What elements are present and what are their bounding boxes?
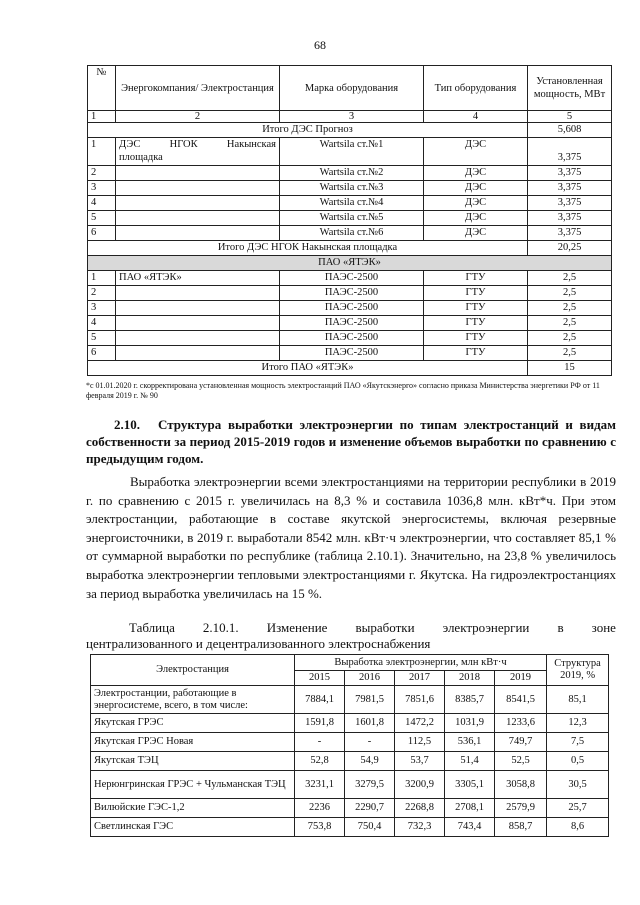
power-cell: 3,375 (528, 211, 612, 226)
row-number: 3 (88, 301, 116, 316)
company-word: площадка (119, 152, 163, 163)
value-cell: 1233,6 (495, 714, 547, 733)
type-cell: ГТУ (424, 331, 528, 346)
total-value: 5,608 (528, 123, 612, 138)
value-cell: 749,7 (495, 733, 547, 752)
row-number: 6 (88, 226, 116, 241)
power-cell: 2,5 (528, 301, 612, 316)
structure-cell: 7,5 (547, 733, 609, 752)
col-header-company: Энергокомпания/ Электростанция (116, 66, 280, 111)
value-cell: 54,9 (345, 752, 395, 771)
value-cell: 1591,8 (295, 714, 345, 733)
station-name: Светлинская ГЭС (91, 818, 295, 837)
table-row (88, 196, 612, 211)
power-cell: 2,5 (528, 316, 612, 331)
row-number: 5 (88, 331, 116, 346)
total-label: Итого ДЭС Прогноз (88, 123, 528, 138)
row-number: 5 (88, 211, 116, 226)
structure-cell: 0,5 (547, 752, 609, 771)
value-cell: 2579,9 (495, 799, 547, 818)
value-cell: 112,5 (395, 733, 445, 752)
type-cell: ДЭС (424, 226, 528, 241)
col-header-structure: Структура 2019, % (547, 655, 609, 686)
company-cell (116, 331, 280, 346)
type-cell: ГТУ (424, 286, 528, 301)
caption-word: 2.10.1. (202, 620, 239, 635)
table-row (91, 799, 609, 818)
power-cell: 2,5 (528, 346, 612, 361)
table-header-row (91, 655, 609, 671)
value-cell: 2290,7 (345, 799, 395, 818)
type-cell: ДЭС (424, 138, 528, 166)
total-label: Итого ДЭС НГОК Накынская площадка (88, 241, 528, 256)
value-cell: 51,4 (445, 752, 495, 771)
equipment-cell: Wartsila ст.№5 (280, 211, 424, 226)
caption-word: в (557, 620, 564, 635)
power-cell: 2,5 (528, 286, 612, 301)
equipment-cell: ПАЭС-2500 (280, 301, 424, 316)
power-cell: 2,5 (528, 331, 612, 346)
col-header-year: 2015 (295, 671, 345, 686)
caption-word: зоне (591, 620, 616, 635)
value-cell: 8385,7 (445, 686, 495, 714)
col-number: 1 (88, 111, 116, 123)
company-cell (116, 196, 280, 211)
structure-cell: 30,5 (547, 771, 609, 799)
total-label: Итого ПАО «ЯТЭК» (88, 361, 528, 376)
capacity-table (87, 65, 612, 376)
value-cell: 732,3 (395, 818, 445, 837)
station-name: Якутская ГРЭС Новая (91, 733, 295, 752)
value-cell: 2708,1 (445, 799, 495, 818)
col-header-year: 2016 (345, 671, 395, 686)
table-row (88, 331, 612, 346)
section-label: ПАО «ЯТЭК» (88, 256, 612, 271)
station-name: Якутская ГРЭС (91, 714, 295, 733)
col-number: 3 (280, 111, 424, 123)
company-word: Накынская (226, 139, 276, 150)
structure-cell: 8,6 (547, 818, 609, 837)
section-heading (86, 416, 616, 467)
value-cell: - (345, 733, 395, 752)
col-header-year: 2017 (395, 671, 445, 686)
capacity-table-body (88, 111, 612, 376)
value-cell: 1601,8 (345, 714, 395, 733)
caption-line: централизованного и децентрализованного электроснабжения (86, 636, 431, 651)
company-cell (116, 316, 280, 331)
value-cell: 3200,9 (395, 771, 445, 799)
table-row (88, 226, 612, 241)
value-cell: 743,4 (445, 818, 495, 837)
table-header-row (88, 66, 612, 111)
company-cell (116, 301, 280, 316)
row-number: 3 (88, 181, 116, 196)
section-row (88, 256, 612, 271)
structure-cell: 12,3 (547, 714, 609, 733)
generation-table-body (91, 686, 609, 837)
table-row (88, 211, 612, 226)
table-row (91, 818, 609, 837)
table-row (91, 771, 609, 799)
table-row (88, 346, 612, 361)
yatek-total-row (88, 361, 612, 376)
table-row (88, 181, 612, 196)
forecast-total-row (88, 123, 612, 138)
value-cell: 2236 (295, 799, 345, 818)
equipment-cell: Wartsila ст.№1 (280, 138, 424, 166)
generation-table (90, 654, 609, 837)
table-row (88, 316, 612, 331)
row-number: 2 (88, 286, 116, 301)
structure-cell: 85,1 (547, 686, 609, 714)
value-cell: 753,8 (295, 818, 345, 837)
company-cell (116, 226, 280, 241)
caption-word: выработки (355, 620, 415, 635)
total-value: 20,25 (528, 241, 612, 256)
company-cell (116, 286, 280, 301)
col-header-equipment: Марка оборудования (280, 66, 424, 111)
col-number: 4 (424, 111, 528, 123)
type-cell: ГТУ (424, 271, 528, 286)
company-cell (116, 346, 280, 361)
col-header-year: 2019 (495, 671, 547, 686)
value-cell: 7981,5 (345, 686, 395, 714)
row-number: 4 (88, 196, 116, 211)
table-row (88, 301, 612, 316)
value-cell: 1472,2 (395, 714, 445, 733)
equipment-cell: Wartsila ст.№2 (280, 166, 424, 181)
table-row (88, 166, 612, 181)
table-row (91, 752, 609, 771)
caption-line (86, 620, 616, 636)
total-value: 15 (528, 361, 612, 376)
value-cell: 858,7 (495, 818, 547, 837)
power-cell: 3,375 (528, 138, 612, 166)
footnote: *с 01.01.2020 г. скорректирована установленная мощность электростанций ПАО «Якутскэнерго» согласно приказа Министерства энергетики РФ от 11 февраля 2019 г. № 90 (86, 381, 600, 400)
section-title: Структура выработки электроэнергии по типам электростанций и видам собственности за период 2015-2019 годов и изменение объемов выработки по сравнению с предыдущим годом. (86, 417, 616, 466)
table-row (88, 286, 612, 301)
col-header-number: № (88, 66, 116, 111)
equipment-cell: ПАЭС-2500 (280, 286, 424, 301)
power-cell: 3,375 (528, 226, 612, 241)
value-cell: 52,5 (495, 752, 547, 771)
caption-word: Таблица (129, 620, 175, 635)
equipment-cell: ПАЭС-2500 (280, 271, 424, 286)
caption-word: электроэнергии (442, 620, 530, 635)
value-cell: 1031,9 (445, 714, 495, 733)
value-cell: 3305,1 (445, 771, 495, 799)
col-header-output: Выработка электроэнергии, млн кВт·ч (295, 655, 547, 671)
body-paragraph: Выработка электроэнергии всеми электростанциями на территории республики в 2019 г. по сравнению с 2015 г. увеличилась на 8,3 % и составила 1036,8 млн. кВт*ч. При этом электростанции, работающие в составе якутской энергосистемы, включая резервные энергоисточники, в 2019 г. выработали 8542 млн. кВт·ч электроэнергии, что составляет 85,1 % от суммарной выработки по республике (таблица 2.10.1). Значительно, на 23,8 % увеличилось выработка электроэнергии тепловыми электростанциями г. Якутска. На гидроэлектростанциях за период выработка увеличилась на 15 %. (86, 474, 616, 601)
col-number: 5 (528, 111, 612, 123)
value-cell: 3058,8 (495, 771, 547, 799)
station-name: Якутская ТЭЦ (91, 752, 295, 771)
station-name: Электростанции, работающие в энергосистеме, всего, в том числе: (91, 686, 295, 714)
section-number: 2.10. (114, 417, 140, 432)
company-cell (116, 138, 280, 166)
company-cell (116, 181, 280, 196)
row-number: 1 (88, 271, 116, 286)
type-cell: ДЭС (424, 196, 528, 211)
type-cell: ДЭС (424, 166, 528, 181)
type-cell: ДЭС (424, 181, 528, 196)
table-row (88, 271, 612, 286)
value-cell: 7884,1 (295, 686, 345, 714)
company-cell: ПАО «ЯТЭК» (116, 271, 280, 286)
value-cell: 7851,6 (395, 686, 445, 714)
row-number: 2 (88, 166, 116, 181)
column-number-row (88, 111, 612, 123)
table-row (88, 138, 612, 166)
equipment-cell: ПАЭС-2500 (280, 316, 424, 331)
value-cell: - (295, 733, 345, 752)
value-cell: 3231,1 (295, 771, 345, 799)
value-cell: 750,4 (345, 818, 395, 837)
company-word: ДЭС (119, 139, 141, 150)
value-cell: 3279,5 (345, 771, 395, 799)
row-number: 4 (88, 316, 116, 331)
value-cell: 2268,8 (395, 799, 445, 818)
station-name: Нерюнгринская ГРЭС + Чульманская ТЭЦ (91, 771, 295, 799)
type-cell: ГТУ (424, 346, 528, 361)
row-number: 6 (88, 346, 116, 361)
equipment-cell: Wartsila ст.№3 (280, 181, 424, 196)
col-header-year: 2018 (445, 671, 495, 686)
value-cell: 52,8 (295, 752, 345, 771)
value-cell: 8541,5 (495, 686, 547, 714)
equipment-cell: ПАЭС-2500 (280, 331, 424, 346)
power-cell: 3,375 (528, 166, 612, 181)
col-number: 2 (116, 111, 280, 123)
equipment-cell: ПАЭС-2500 (280, 346, 424, 361)
equipment-cell: Wartsila ст.№4 (280, 196, 424, 211)
page-number: 68 (314, 38, 326, 52)
table-row (91, 733, 609, 752)
col-header-power: Установленная мощность, МВт (528, 66, 612, 111)
structure-cell: 25,7 (547, 799, 609, 818)
power-cell: 3,375 (528, 181, 612, 196)
caption-word: Изменение (266, 620, 328, 635)
value-cell: 53,7 (395, 752, 445, 771)
company-cell (116, 211, 280, 226)
type-cell: ГТУ (424, 316, 528, 331)
value-cell: 536,1 (445, 733, 495, 752)
dse-total-row (88, 241, 612, 256)
table-caption (86, 620, 616, 652)
col-header-type: Тип оборудования (424, 66, 528, 111)
power-cell: 3,375 (528, 196, 612, 211)
equipment-cell: Wartsila ст.№6 (280, 226, 424, 241)
table-row (91, 714, 609, 733)
type-cell: ГТУ (424, 301, 528, 316)
row-number: 1 (88, 138, 116, 166)
company-word: НГОК (169, 139, 198, 150)
station-name: Вилюйские ГЭС-1,2 (91, 799, 295, 818)
company-cell (116, 166, 280, 181)
table-row (91, 686, 609, 714)
col-header-station: Электростанция (91, 655, 295, 686)
type-cell: ДЭС (424, 211, 528, 226)
power-cell: 2,5 (528, 271, 612, 286)
